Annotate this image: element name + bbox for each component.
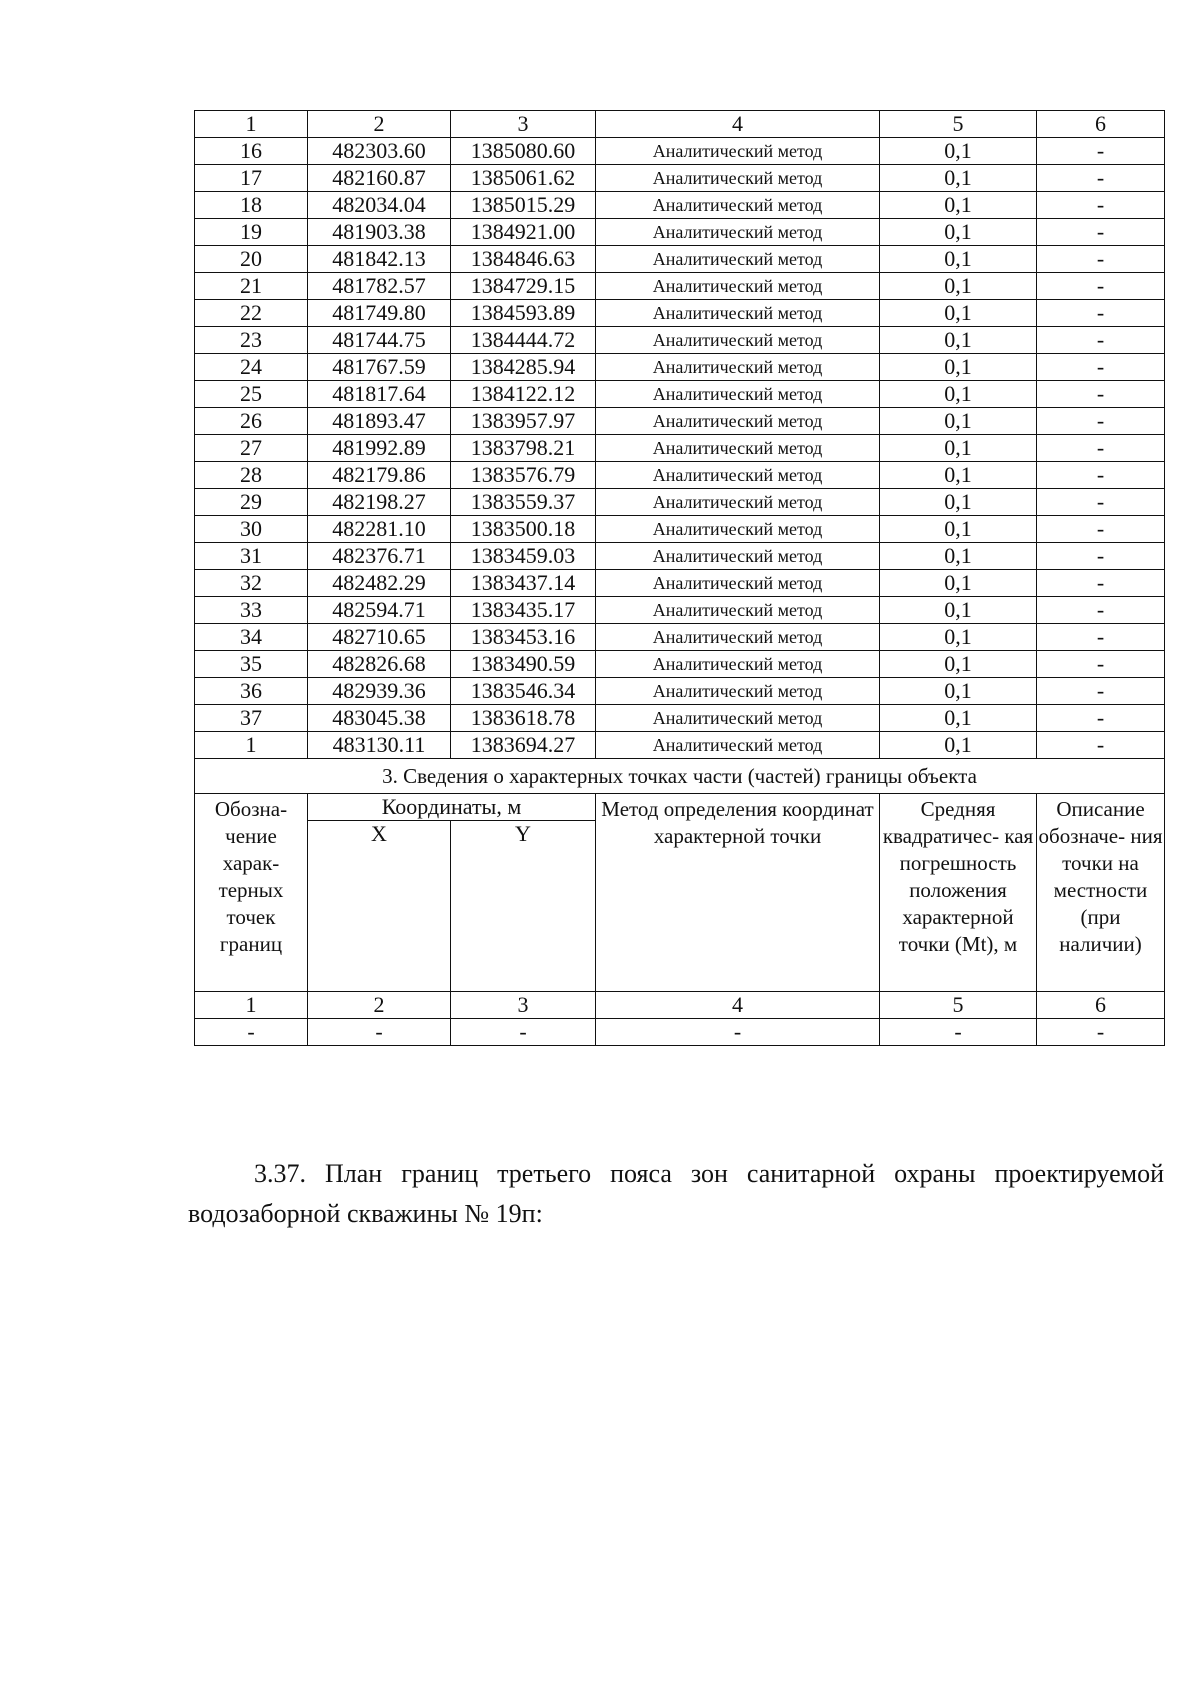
header-accuracy: Средняя квадратичес- кая погрешность положения характерной точки (Mt), м — [880, 794, 1037, 992]
column-number: 5 — [880, 111, 1037, 138]
coordinates-table — [194, 110, 1165, 1046]
y-coordinate-cell: 1383435.17 — [451, 597, 596, 624]
y-coordinate-cell: 1383559.37 — [451, 489, 596, 516]
y-coordinate-cell: 1385061.62 — [451, 165, 596, 192]
x-coordinate-cell: 481782.57 — [308, 273, 451, 300]
y-coordinate-cell: 1383500.18 — [451, 516, 596, 543]
method-cell: Аналитический метод — [596, 192, 880, 219]
column-number: 4 — [596, 111, 880, 138]
column-number: 3 — [451, 111, 596, 138]
table-row — [195, 597, 1165, 624]
method-cell: Аналитический метод — [596, 462, 880, 489]
x-coordinate-cell: 481842.13 — [308, 246, 451, 273]
description-cell: - — [1037, 597, 1165, 624]
description-cell: - — [1037, 543, 1165, 570]
point-cell: 27 — [195, 435, 308, 462]
x-coordinate-cell: 482160.87 — [308, 165, 451, 192]
table-row — [195, 138, 1165, 165]
description-cell: - — [1037, 678, 1165, 705]
column-number: 1 — [195, 992, 308, 1019]
accuracy-cell: 0,1 — [880, 300, 1037, 327]
x-coordinate-cell: 482710.65 — [308, 624, 451, 651]
description-cell: - — [1037, 732, 1165, 759]
empty-cell: - — [195, 1019, 308, 1046]
point-cell: 20 — [195, 246, 308, 273]
column-number: 2 — [308, 111, 451, 138]
y-coordinate-cell: 1384285.94 — [451, 354, 596, 381]
method-cell: Аналитический метод — [596, 678, 880, 705]
description-cell: - — [1037, 570, 1165, 597]
column-number: 5 — [880, 992, 1037, 1019]
method-cell: Аналитический метод — [596, 597, 880, 624]
section3-column-number-row — [195, 992, 1165, 1019]
column-number-row — [195, 111, 1165, 138]
point-cell: 33 — [195, 597, 308, 624]
method-cell: Аналитический метод — [596, 705, 880, 732]
description-cell: - — [1037, 354, 1165, 381]
section-title: 3. Сведения о характерных точках части (частей) границы объекта — [195, 759, 1165, 794]
description-cell: - — [1037, 624, 1165, 651]
point-cell: 36 — [195, 678, 308, 705]
table-row — [195, 219, 1165, 246]
x-coordinate-cell: 481893.47 — [308, 408, 451, 435]
accuracy-cell: 0,1 — [880, 381, 1037, 408]
point-cell: 34 — [195, 624, 308, 651]
x-coordinate-cell: 481749.80 — [308, 300, 451, 327]
point-cell: 37 — [195, 705, 308, 732]
point-cell: 35 — [195, 651, 308, 678]
description-cell: - — [1037, 138, 1165, 165]
accuracy-cell: 0,1 — [880, 192, 1037, 219]
column-number: 6 — [1037, 992, 1165, 1019]
y-coordinate-cell: 1383546.34 — [451, 678, 596, 705]
column-number: 4 — [596, 992, 880, 1019]
table-row — [195, 651, 1165, 678]
accuracy-cell: 0,1 — [880, 489, 1037, 516]
accuracy-cell: 0,1 — [880, 570, 1037, 597]
column-number: 6 — [1037, 111, 1165, 138]
method-cell: Аналитический метод — [596, 570, 880, 597]
table-row — [195, 462, 1165, 489]
point-cell: 16 — [195, 138, 308, 165]
table-row — [195, 327, 1165, 354]
method-cell: Аналитический метод — [596, 138, 880, 165]
table-row — [195, 165, 1165, 192]
method-cell: Аналитический метод — [596, 408, 880, 435]
header-description: Описание обозначе- ния точки на местности (при наличии) — [1037, 794, 1165, 992]
y-coordinate-cell: 1385080.60 — [451, 138, 596, 165]
method-cell: Аналитический метод — [596, 651, 880, 678]
description-cell: - — [1037, 165, 1165, 192]
accuracy-cell: 0,1 — [880, 219, 1037, 246]
table-row — [195, 570, 1165, 597]
empty-cell: - — [308, 1019, 451, 1046]
accuracy-cell: 0,1 — [880, 273, 1037, 300]
method-cell: Аналитический метод — [596, 381, 880, 408]
accuracy-cell: 0,1 — [880, 246, 1037, 273]
table-row — [195, 543, 1165, 570]
x-coordinate-cell: 482034.04 — [308, 192, 451, 219]
accuracy-cell: 0,1 — [880, 597, 1037, 624]
y-coordinate-cell: 1383694.27 — [451, 732, 596, 759]
x-coordinate-cell: 481903.38 — [308, 219, 451, 246]
table-row — [195, 381, 1165, 408]
accuracy-cell: 0,1 — [880, 543, 1037, 570]
y-coordinate-cell: 1384593.89 — [451, 300, 596, 327]
y-coordinate-cell: 1383576.79 — [451, 462, 596, 489]
point-cell: 31 — [195, 543, 308, 570]
table-row — [195, 678, 1165, 705]
point-cell: 30 — [195, 516, 308, 543]
point-cell: 24 — [195, 354, 308, 381]
x-coordinate-cell: 481817.64 — [308, 381, 451, 408]
y-coordinate-cell: 1383957.97 — [451, 408, 596, 435]
empty-cell: - — [1037, 1019, 1165, 1046]
y-coordinate-cell: 1383459.03 — [451, 543, 596, 570]
x-coordinate-cell: 482198.27 — [308, 489, 451, 516]
point-cell: 28 — [195, 462, 308, 489]
table-row — [195, 624, 1165, 651]
method-cell: Аналитический метод — [596, 435, 880, 462]
y-coordinate-cell: 1384122.12 — [451, 381, 596, 408]
method-cell: Аналитический метод — [596, 165, 880, 192]
y-coordinate-cell: 1383798.21 — [451, 435, 596, 462]
empty-data-row — [195, 1019, 1165, 1046]
accuracy-cell: 0,1 — [880, 516, 1037, 543]
description-cell: - — [1037, 408, 1165, 435]
point-cell: 25 — [195, 381, 308, 408]
y-coordinate-cell: 1384921.00 — [451, 219, 596, 246]
header-method: Метод определения координат характерной точки — [596, 794, 880, 992]
y-coordinate-cell: 1383453.16 — [451, 624, 596, 651]
header-designation: Обозна- чение харак- терных точек границ — [195, 794, 308, 992]
x-coordinate-cell: 481767.59 — [308, 354, 451, 381]
description-cell: - — [1037, 651, 1165, 678]
method-cell: Аналитический метод — [596, 273, 880, 300]
x-coordinate-cell: 482482.29 — [308, 570, 451, 597]
point-cell: 32 — [195, 570, 308, 597]
accuracy-cell: 0,1 — [880, 732, 1037, 759]
x-coordinate-cell: 483045.38 — [308, 705, 451, 732]
empty-cell: - — [596, 1019, 880, 1046]
method-cell: Аналитический метод — [596, 732, 880, 759]
section-title-row — [195, 759, 1165, 794]
point-cell: 22 — [195, 300, 308, 327]
table-row — [195, 246, 1165, 273]
description-cell: - — [1037, 219, 1165, 246]
x-coordinate-cell: 482179.86 — [308, 462, 451, 489]
x-coordinate-cell: 482826.68 — [308, 651, 451, 678]
accuracy-cell: 0,1 — [880, 354, 1037, 381]
point-cell: 26 — [195, 408, 308, 435]
description-cell: - — [1037, 192, 1165, 219]
table-row — [195, 489, 1165, 516]
empty-cell: - — [451, 1019, 596, 1046]
header-x: X — [308, 821, 451, 992]
point-cell: 29 — [195, 489, 308, 516]
accuracy-cell: 0,1 — [880, 624, 1037, 651]
point-cell: 23 — [195, 327, 308, 354]
section-caption: 3.37. План границ третьего пояса зон санитарной охраны проектируемой водозаборной скважины № 19п: — [188, 1159, 1164, 1228]
description-cell: - — [1037, 246, 1165, 273]
description-cell: - — [1037, 705, 1165, 732]
table-row — [195, 732, 1165, 759]
x-coordinate-cell: 483130.11 — [308, 732, 451, 759]
header-y: Y — [451, 821, 596, 992]
method-cell: Аналитический метод — [596, 543, 880, 570]
description-cell: - — [1037, 327, 1165, 354]
header-row — [195, 794, 1165, 821]
description-cell: - — [1037, 516, 1165, 543]
x-coordinate-cell: 482303.60 — [308, 138, 451, 165]
x-coordinate-cell: 481992.89 — [308, 435, 451, 462]
point-cell: 21 — [195, 273, 308, 300]
x-coordinate-cell: 482281.10 — [308, 516, 451, 543]
y-coordinate-cell: 1383618.78 — [451, 705, 596, 732]
accuracy-cell: 0,1 — [880, 138, 1037, 165]
x-coordinate-cell: 482939.36 — [308, 678, 451, 705]
method-cell: Аналитический метод — [596, 489, 880, 516]
accuracy-cell: 0,1 — [880, 165, 1037, 192]
table-row — [195, 273, 1165, 300]
table-row — [195, 408, 1165, 435]
method-cell: Аналитический метод — [596, 327, 880, 354]
point-cell: 19 — [195, 219, 308, 246]
table-row — [195, 705, 1165, 732]
description-cell: - — [1037, 300, 1165, 327]
accuracy-cell: 0,1 — [880, 705, 1037, 732]
description-cell: - — [1037, 273, 1165, 300]
method-cell: Аналитический метод — [596, 624, 880, 651]
method-cell: Аналитический метод — [596, 516, 880, 543]
x-coordinate-cell: 481744.75 — [308, 327, 451, 354]
table-row — [195, 354, 1165, 381]
y-coordinate-cell: 1383490.59 — [451, 651, 596, 678]
accuracy-cell: 0,1 — [880, 651, 1037, 678]
table-row — [195, 435, 1165, 462]
y-coordinate-cell: 1384729.15 — [451, 273, 596, 300]
point-cell: 1 — [195, 732, 308, 759]
accuracy-cell: 0,1 — [880, 408, 1037, 435]
x-coordinate-cell: 482376.71 — [308, 543, 451, 570]
method-cell: Аналитический метод — [596, 219, 880, 246]
table-row — [195, 300, 1165, 327]
description-cell: - — [1037, 462, 1165, 489]
description-cell: - — [1037, 489, 1165, 516]
accuracy-cell: 0,1 — [880, 327, 1037, 354]
header-coordinates: Координаты, м — [308, 794, 596, 821]
method-cell: Аналитический метод — [596, 354, 880, 381]
y-coordinate-cell: 1385015.29 — [451, 192, 596, 219]
accuracy-cell: 0,1 — [880, 462, 1037, 489]
description-cell: - — [1037, 435, 1165, 462]
accuracy-cell: 0,1 — [880, 678, 1037, 705]
y-coordinate-cell: 1384444.72 — [451, 327, 596, 354]
table-row — [195, 192, 1165, 219]
column-number: 2 — [308, 992, 451, 1019]
method-cell: Аналитический метод — [596, 300, 880, 327]
accuracy-cell: 0,1 — [880, 435, 1037, 462]
y-coordinate-cell: 1384846.63 — [451, 246, 596, 273]
table-row — [195, 516, 1165, 543]
column-number: 1 — [195, 111, 308, 138]
point-cell: 18 — [195, 192, 308, 219]
empty-cell: - — [880, 1019, 1037, 1046]
method-cell: Аналитический метод — [596, 246, 880, 273]
column-number: 3 — [451, 992, 596, 1019]
description-cell: - — [1037, 381, 1165, 408]
x-coordinate-cell: 482594.71 — [308, 597, 451, 624]
point-cell: 17 — [195, 165, 308, 192]
y-coordinate-cell: 1383437.14 — [451, 570, 596, 597]
